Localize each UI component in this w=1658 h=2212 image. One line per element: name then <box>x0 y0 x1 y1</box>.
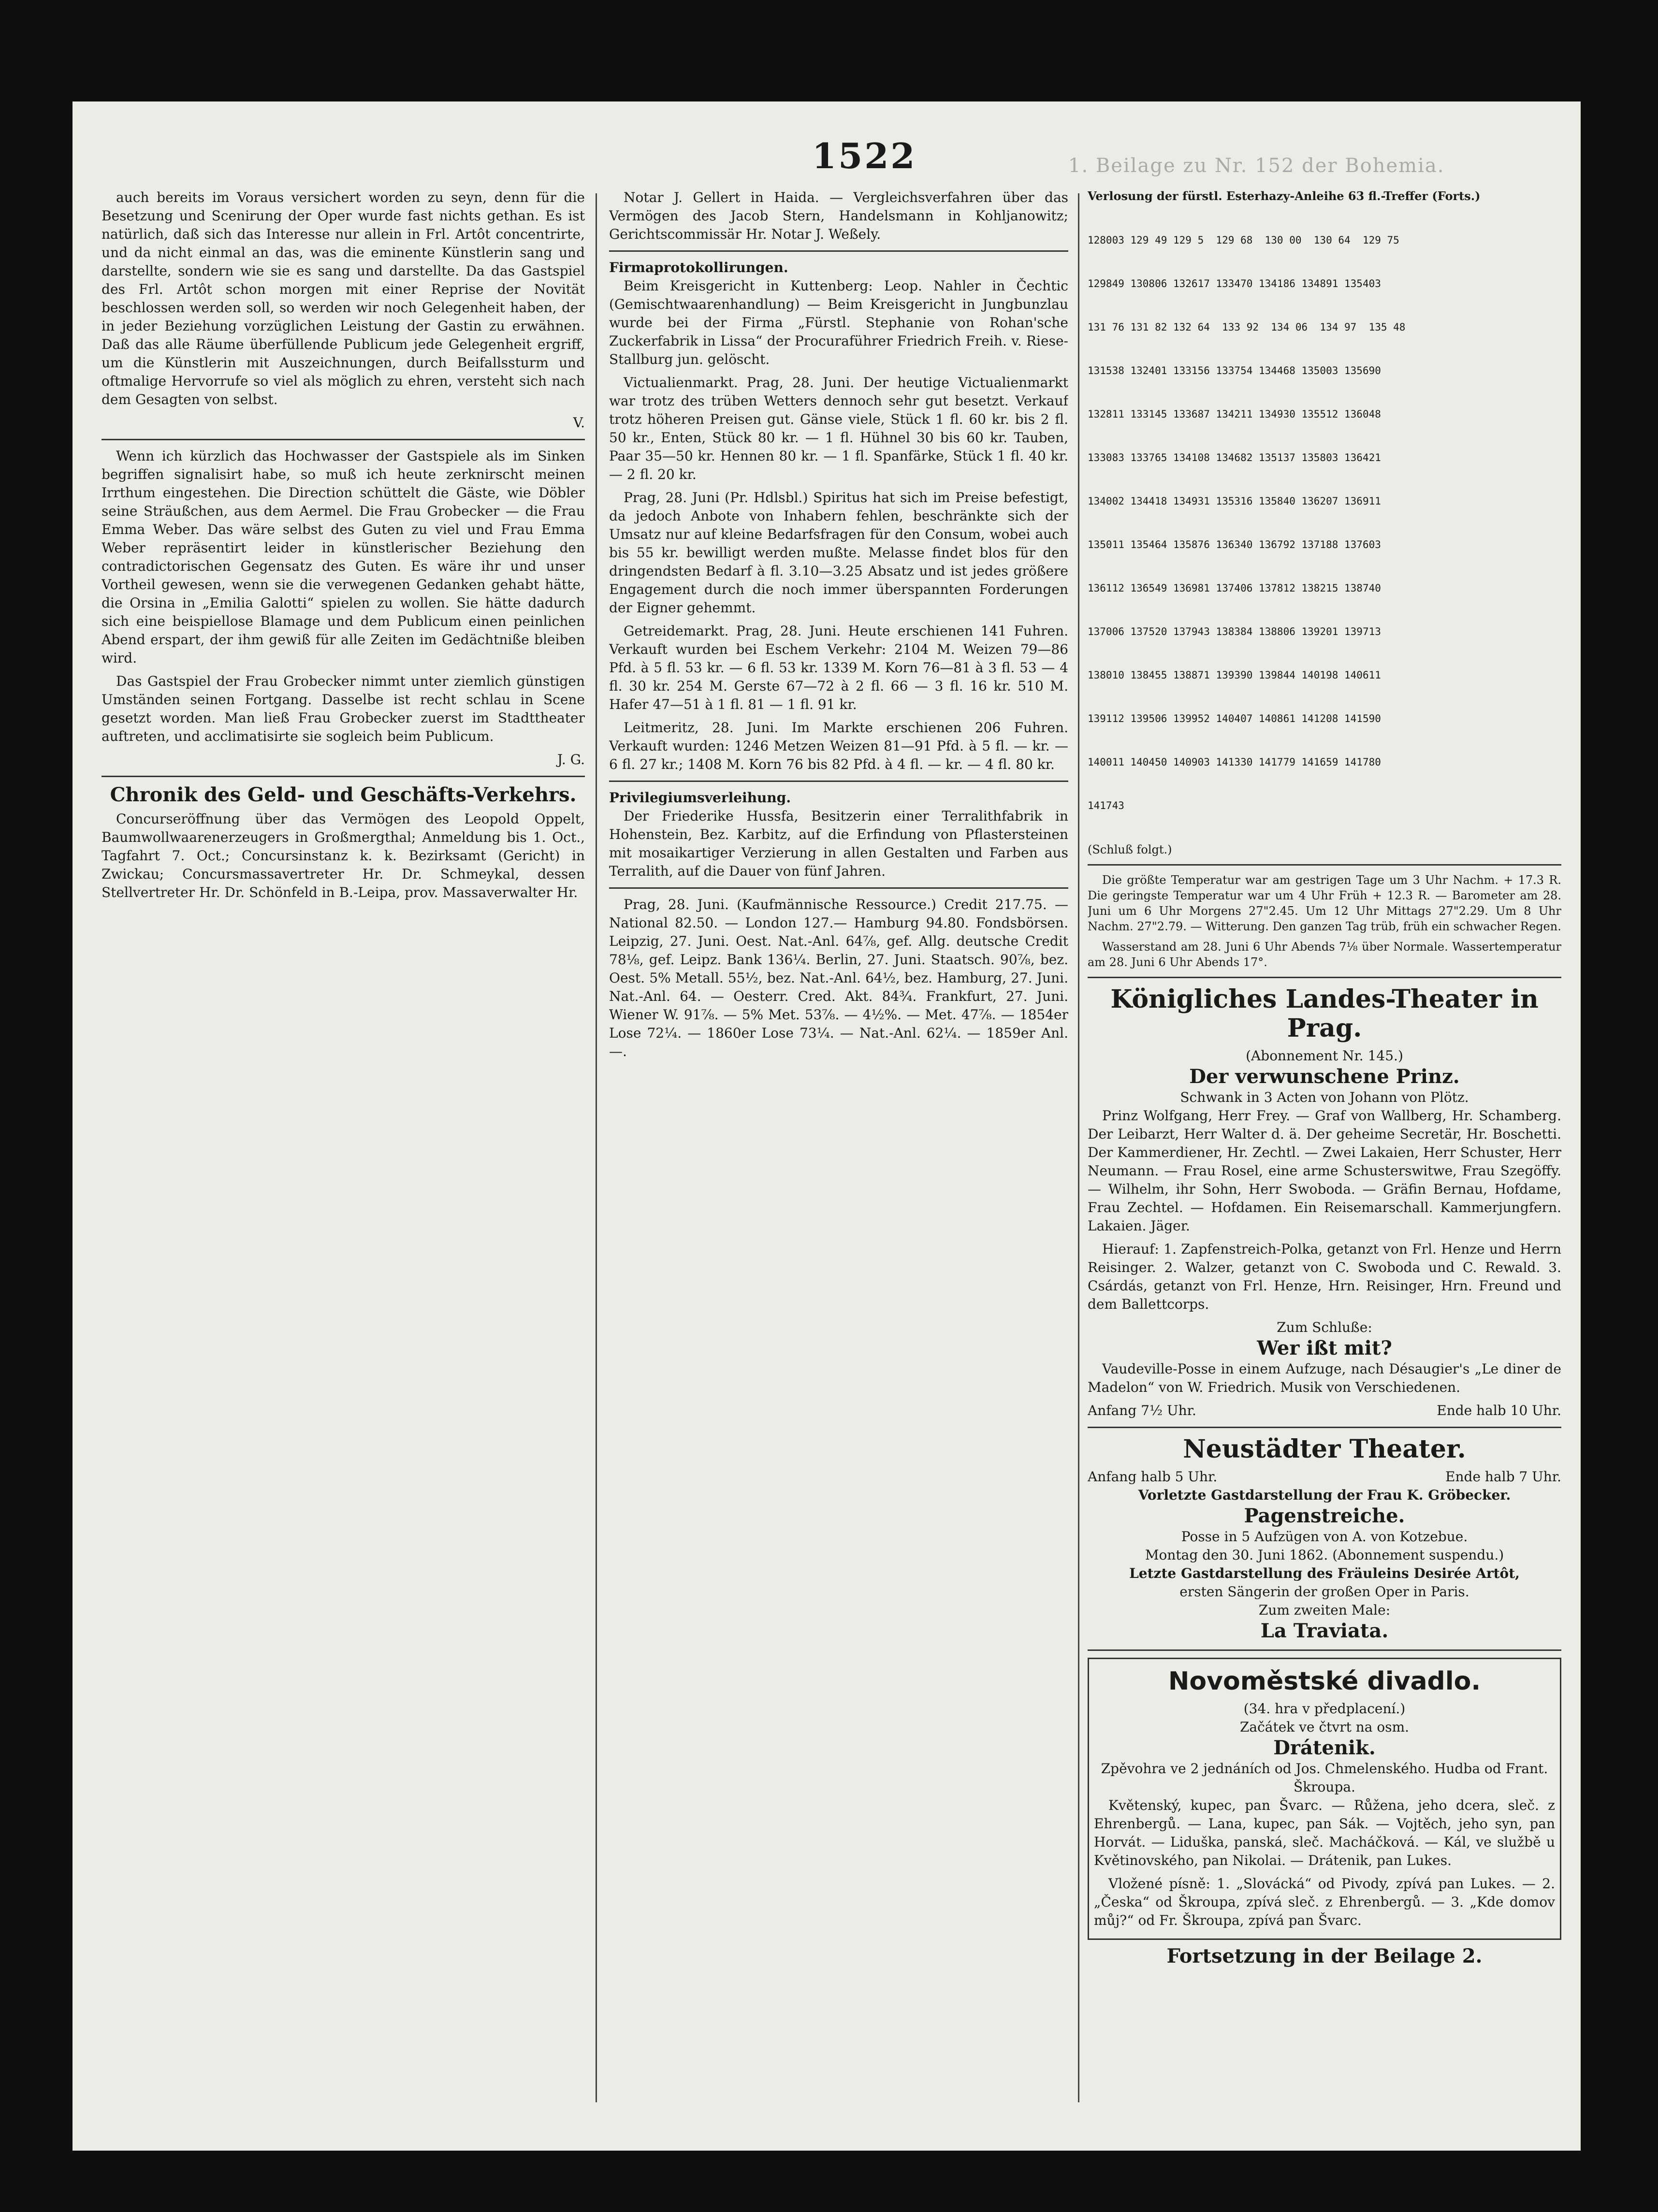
guest-line: Letzte Gastdarstellung des Fräuleins Desirée Artôt, <box>1129 1565 1520 1581</box>
table-row: 137006 137520 137943 138384 138806 139201 139713 <box>1088 626 1381 637</box>
program-extra: Hierauf: 1. Zapfenstreich-Polka, getanzt von Frl. Henze und Herrn Reisinger. 2. Walzer, getanzt von C. Swoboda und C. Rewald. 3. Csárdás, getanzt von Frl. Henze, Hrn. Reisinger, Hrn. Freund und dem Ballettcorps. <box>1088 1241 1561 1312</box>
abonnement: (34. hra v předplacení.) <box>1243 1701 1406 1717</box>
market-report: Prag, 28. Juni (Pr. Hdlsbl.) Spiritus hat sich im Preise befestigt, da jedoch Anbote von Inhabern fehlen, beschränkte sich der Umsatz nur auf kleine Bedarfsfragen für den Consum, wobei auch bis 55 kr. bewilligt werden mußte. Melasse findet blos für den dringendsten Bedarf à fl. 3.10—3.25 Absatz und ist jedes größere Engagement durch die noch immer überspannten Forderungen der Eigner gehemmt. <box>609 490 1068 616</box>
firm-text: Beim Kreisgericht in Kuttenberg: Leop. Nahler in Čechtic (Gemischtwaarenhandlung) — Beim Kreisgericht in Jungbunzlau wurde bei der Firma „Fürstl. Stephanie von Rohan'sche Zuckerfabrik in Lissa“ der Procuraführer Friedrich Freih. v. Riese-Stallburg jun. gelöscht. <box>609 278 1068 367</box>
table-row: 136112 136549 136981 137406 137812 138215 138740 <box>1088 582 1381 594</box>
showtimes <box>1088 1402 1561 1420</box>
table-row: 128003 129 49 129 5 129 68 130 00 130 64 129 75 <box>1088 234 1399 246</box>
market-report: Victualienmarkt. Prag, 28. Juni. Der heutige Victualienmarkt war trotz des trüben Wetters dennoch sehr gut besetzt. Verkauf trotz höheren Preisen gut. Gänse viele, Stück 1 fl. 60 kr. bis 2 fl. 50 kr., Enten, Stück 80 kr. — 1 fl. Hühnel 30 bis 60 kr. Tauben, Paar 35—50 kr. Hennen 80 kr. — 1 fl. Spanfärke, Stück 1 fl. 40 kr. — 2 fl. 20 kr. <box>609 375 1068 482</box>
signature: J. G. <box>557 752 585 767</box>
theater-title: Neustädter Theater. <box>1183 1434 1466 1464</box>
date-line: Montag den 30. Juni 1862. (Abonnement suspendu.) <box>1145 1547 1504 1563</box>
end-time: Ende halb 7 Uhr. <box>1445 1469 1561 1485</box>
signature: V. <box>573 415 585 431</box>
legal-notice: Notar J. Gellert in Haida. — Vergleichsverfahren über das Vermögen des Jacob Stern, Handelsmann in Kohljanowitz; Gerichtscommissär Hr. Notar J. Weßely. <box>609 189 1068 242</box>
guest-line: Vorletzte Gastdarstellung der Frau K. Gröbecker. <box>1138 1487 1511 1503</box>
water-level: Wasserstand am 28. Juni 6 Uhr Abends 7⅛ über Normale. Wassertemperatur am 28. Juni 6 Uhr Abends 17°. <box>1088 940 1561 969</box>
privilege-text: Der Friederike Hussfa, Besitzerin einer Terralithfabrik in Hohenstein, Bez. Karbitz, auf die Erfindung von Pflastersteinen mit mosaikartiger Verzierung in allen Gestalten und Farben aus Terralith, auf die Dauer von fünf Jahren. <box>609 808 1068 879</box>
weather-report: Die größte Temperatur war am gestrigen Tage um 3 Uhr Nachm. + 17.3 R. Die geringste Temperatur war um 4 Uhr Früh + 12.3 R. — Barometer am 28. Juni um 6 Uhr Morgens 27"2.45. Um 12 Uhr Mittags 27"2.29. Um 8 Uhr Nachm. 27"2.79. — Witterung. Den ganzen Tag trüb, früh ein schwacher Regen. <box>1088 873 1561 933</box>
theater-title: Königliches Landes-Theater in Prag. <box>1110 984 1539 1043</box>
play-subtitle: Vaudeville-Posse in einem Aufzuge, nach Désaugier's „Le diner de Madelon“ von W. Friedrich. Musik von Verschiedenen. <box>1088 1361 1561 1395</box>
column-middle <box>609 188 1068 2102</box>
start-time: Začátek ve čtvrt na osm. <box>1239 1719 1410 1735</box>
cast-list: Květenský, kupec, pan Švarc. — Růžena, jeho dcera, sleč. z Ehrenbergů. — Lana, kupec, pan Sák. — Vojtěch, jeho syn, pan Horvát. — Liduška, panská, sleč. Macháčková. — Kál, ve službě u Květinovského, pan Nikolai. — Drátenik, pan Lukes. <box>1094 1797 1555 1868</box>
program-extra: Vložené písně: 1. „Slovácká“ od Pivody, zpívá pan Lukes. — 2. „Česka“ od Škroupa, zpívá sleč. z Ehrenbergů. — 3. „Kde domov můj?“ od Fr. Škroupa, zpívá pan Švarc. <box>1094 1876 1555 1928</box>
lottery-heading: Verlosung der fürstl. Esterhazy-Anleihe 63 fl.-Treffer (Forts.) <box>1088 189 1481 203</box>
play-title: Der verwunschene Prinz. <box>1189 1065 1460 1088</box>
divider <box>609 250 1068 252</box>
theater-title: Novoměstské divadlo. <box>1168 1667 1481 1696</box>
play-title: Drátenik. <box>1273 1736 1376 1759</box>
zum-label: Zum zweiten Male: <box>1258 1602 1391 1618</box>
table-row: 140011 140450 140903 141330 141779 141659 141780 <box>1088 756 1381 768</box>
privilege-heading: Privilegiumsverleihung. <box>609 790 791 806</box>
czech-theater-box <box>1088 1658 1561 1940</box>
table-row: 129849 130806 132617 133470 134186 134891 135403 <box>1088 278 1381 289</box>
showtimes <box>1088 1468 1561 1486</box>
divider <box>609 781 1068 782</box>
cast-list: Prinz Wolfgang, Herr Frey. — Graf von Wallberg, Hr. Schamberg. Der Leibarzt, Herr Walter d. ä. Der geheime Secretär, Hr. Boschetti. Der Kammerdiener, Hr. Zechtl. — Zwei Lakaien, Herr Schuster, Herr Neumann. — Frau Rosel, eine arme Schusterswitwe, Frau Szegöffy. — Wilhelm, ihr Sohn, Herr Swoboda. — Gräfin Bernau, Hofdame, Frau Zechtel. — Hofdamen. Ein Reisemarschall. Kammerjungfern. Lakaien. Jäger. <box>1088 1108 1561 1234</box>
column-left <box>102 188 585 2102</box>
grain-market: Leitmeritz, 28. Juni. Im Markte erschienen 206 Fuhren. Verkauft wurden: 1246 Metzen Weizen 81—91 Pfd. à 5 fl. — kr. — 6 fl. 27 kr.; 1408 M. Korn 76 bis 82 Pfd. à 4 fl. — kr. — 4 fl. 80 kr. <box>609 720 1068 772</box>
running-header: 1. Beilage zu Nr. 152 der Bohemia. <box>1068 155 1445 177</box>
lottery-table <box>1088 204 1561 842</box>
lottery-note: (Schluß folgt.) <box>1088 843 1172 856</box>
divider <box>102 439 585 440</box>
table-row: 134002 134418 134931 135316 135840 136207 136911 <box>1088 495 1381 507</box>
table-row: 141743 <box>1088 800 1124 811</box>
start-time: Anfang halb 5 Uhr. <box>1088 1469 1218 1485</box>
section-heading: Chronik des Geld- und Geschäfts-Verkehrs. <box>110 783 577 806</box>
table-row: 139112 139506 139952 140407 140861 141208 141590 <box>1088 713 1381 724</box>
continued-note: Fortsetzung in der Beilage 2. <box>1166 1945 1483 1967</box>
divider <box>1088 1649 1561 1651</box>
newspaper-page <box>73 101 1581 2151</box>
theater-review-text: Wenn ich kürzlich das Hochwasser der Gastspiele als im Sinken begriffen signalisirt habe, so muß ich heute zerknirscht meinen Irrthum eingestehen. Die Direction schüttelt die Gäste, wie Döbler seine Sträußchen, aus dem Aermel. Die Frau Grobecker — die Frau Emma Weber. Das wäre selbst des Guten zu viel und Frau Emma Weber repräsentirt leider in künstlerischer Beziehung den contradictorischen Gegensatz des Guten. Es wäre ihr und unser Vortheil gewesen, wenn sie die verwegenen Gedanken gehabt hätte, die Orsina in „Emilia Galotti“ spielen zu wollen. Sie hätte dadurch sich eine beispiellose Blamage und dem Publicum einen peinlichen Abend erspart, der ihm gewiß für alle Zeiten im Gedächtniße bleiben wird. <box>102 448 585 666</box>
opera-review-text: auch bereits im Voraus versichert worden zu seyn, denn für die Besetzung und Scenirung der Oper wurde fast nichts gethan. Es ist natürlich, daß sich das Interesse nur allein in Frl. Artôt concentrirte, und da nicht einmal an das, was die eminente Künstlerin sang und darstellte, sondern wie sie es sang und darstellte. Da das Gastspiel des Frl. Artôt schon morgen mit einer Reprise der Novität beschlossen werden soll, so werden wir noch Gelegenheit haben, der in jeder Beziehung vorzüglichen Leistung der Gastin zu erwähnen. Daß das alle Räume überfüllende Publicum jede Gelegenheit ergriff, um die Künstlerin mit Auszeichnungen, durch Beifallssturm und oftmalige Hervorrufe so viel als möglich zu ehren, versteht sich nach dem Gesagten von selbst. <box>102 189 585 407</box>
table-row: 131 76 131 82 132 64 133 92 134 06 134 97 135 48 <box>1088 321 1406 333</box>
column-right <box>1088 188 1561 2102</box>
table-row: 132811 133145 133687 134211 134930 135512 136048 <box>1088 408 1381 420</box>
divider <box>102 776 585 777</box>
stock-exchange: Prag, 28. Juni. (Kaufmännische Ressource.) Credit 217.75. — National 82.50. — London 127.— Hamburg 94.80. Fondsbörsen. Leipzig, 27. Juni. Oest. Nat.-Anl. 64⅞, gef. Allg. deutsche Credit 78⅛, gef. Leipz. Bank 136¼. Berlin, 27. Juni. Staatsch. 90⅞, bez. Oest. 5% Metall. 55½, bez. Nat.-Anl. 64½, bez. Hamburg, 27. Juni. Nat.-Anl. 64. — Oesterr. Cred. Akt. 84¾. Frankfurt, 27. Juni. Wiener W. 91⅞. — 5% Met. 53⅞. — 4½%. — Met. 47⅞. — 1854er Lose 72¼. — 1860er Lose 73¼. — Nat.-Anl. 62¼. — 1859er Anl. —. <box>609 896 1068 1059</box>
column-divider <box>1078 193 1079 2102</box>
opera-title: La Traviata. <box>1260 1619 1389 1642</box>
chronik-text: Concurseröffnung über das Vermögen des Leopold Oppelt, Baumwollwaarenerzeugers in Großmergthal; Anmeldung bis 1. Oct., Tagfahrt 7. Oct.; Concursinstanz k. k. Bezirksamt (Gericht) in Zwickau; Concursmassavertreter Hr. Dr. Schmeykal, dessen Stellvertreter Hr. Dr. Schönfeld in B.-Leipa, prov. Massaverwalter Hr. <box>102 811 585 900</box>
divider <box>1088 977 1561 978</box>
grain-market: Getreidemarkt. Prag, 28. Juni. Heute erschienen 141 Fuhren. Verkauft wurden bei Eschem Verkehr: 2104 M. Weizen 79—86 Pfd. à 5 fl. 53 kr. — 6 fl. 53 kr. 1339 M. Korn 76—81 à 3 fl. 53 — 4 fl. 30 kr. 254 M. Gerste 67—72 à 2 fl. 66 — 3 fl. 16 kr. 510 M. Hafer 47—51 à 1 fl. 81 — 1 fl. 91 kr. <box>609 623 1068 712</box>
theater-review-text: Das Gastspiel der Frau Grobecker nimmt unter ziemlich günstigen Umständen seinen Fortgang. Dasselbe ist recht schlau in Scene gesetzt worden. Man ließ Frau Grobecker zuerst im Stadttheater auftreten, und acclimatisirte sie sogleich beim Publicum. <box>102 673 585 744</box>
abonnement: (Abonnement Nr. 145.) <box>1246 1048 1403 1064</box>
program-end-label: Zum Schluße: <box>1277 1319 1372 1335</box>
play-subtitle: Schwank in 3 Acten von Johann von Plötz. <box>1180 1089 1469 1105</box>
divider <box>1088 864 1561 866</box>
play-subtitle: Zpěvohra ve 2 jednáních od Jos. Chmelenského. Hudba od Frant. Škroupa. <box>1101 1761 1548 1795</box>
table-row: 138010 138455 138871 139390 139844 140198 140611 <box>1088 669 1381 681</box>
end-time: Ende halb 10 Uhr. <box>1437 1402 1561 1418</box>
firm-heading: Firmaprotokollirungen. <box>609 260 788 275</box>
table-row: 133083 133765 134108 134682 135137 135803 136421 <box>1088 452 1381 463</box>
play-title: Wer ißt mit? <box>1257 1337 1392 1359</box>
divider <box>609 887 1068 889</box>
start-time: Anfang 7½ Uhr. <box>1088 1402 1196 1418</box>
play-subtitle: Posse in 5 Aufzügen von A. von Kotzebue. <box>1181 1529 1468 1545</box>
play-title: Pagenstreiche. <box>1244 1504 1405 1527</box>
table-row: 135011 135464 135876 136340 136792 137188 137603 <box>1088 539 1381 550</box>
page-number: 1522 <box>812 135 917 176</box>
guest-line: ersten Sängerin der großen Oper in Paris. <box>1179 1584 1469 1600</box>
table-row: 131538 132401 133156 133754 134468 135003 135690 <box>1088 365 1381 376</box>
divider <box>1088 1427 1561 1428</box>
column-divider <box>596 193 597 2102</box>
